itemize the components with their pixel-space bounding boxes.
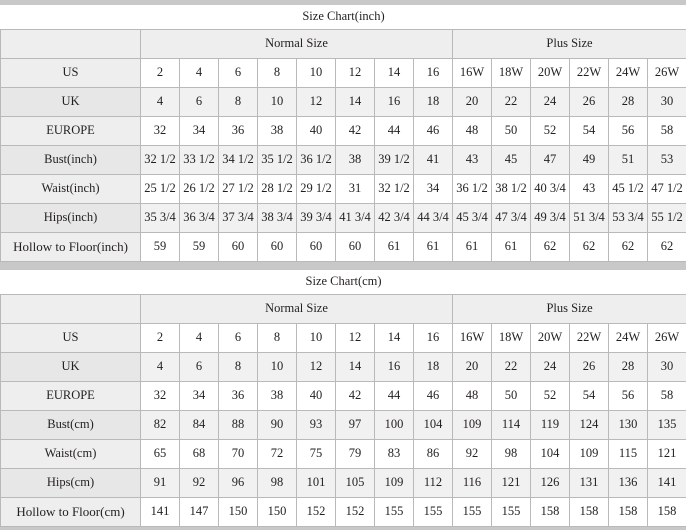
data-cell: 92 <box>453 439 492 468</box>
group-header-blank <box>1 29 141 58</box>
data-cell: 18W <box>492 323 531 352</box>
data-cell: 36 1/2 <box>453 174 492 203</box>
data-cell: 40 <box>297 381 336 410</box>
data-cell: 43 <box>570 174 609 203</box>
data-cell: 97 <box>336 410 375 439</box>
data-cell: 22W <box>570 58 609 87</box>
data-cell: 36 <box>219 116 258 145</box>
data-cell: 34 <box>180 116 219 145</box>
data-cell: 38 1/2 <box>492 174 531 203</box>
data-cell: 158 <box>648 497 686 526</box>
data-cell: 119 <box>531 410 570 439</box>
data-cell: 29 1/2 <box>297 174 336 203</box>
data-cell: 82 <box>141 410 180 439</box>
data-cell: 26 1/2 <box>180 174 219 203</box>
data-cell: 75 <box>297 439 336 468</box>
group-header-cell: Normal Size <box>141 29 453 58</box>
data-cell: 53 <box>648 145 686 174</box>
data-cell: 158 <box>531 497 570 526</box>
data-cell: 50 <box>492 116 531 145</box>
data-cell: 6 <box>180 87 219 116</box>
data-cell: 79 <box>336 439 375 468</box>
data-cell: 40 <box>297 116 336 145</box>
data-cell: 28 1/2 <box>258 174 297 203</box>
data-cell: 4 <box>180 58 219 87</box>
data-cell: 155 <box>453 497 492 526</box>
row-label: Hips(cm) <box>1 468 141 497</box>
data-cell: 61 <box>492 232 531 261</box>
table-body-inch <box>1 5 686 262</box>
data-cell: 38 3/4 <box>258 203 297 232</box>
table-row <box>1 232 686 261</box>
data-cell: 48 <box>453 381 492 410</box>
data-cell: 32 1/2 <box>141 145 180 174</box>
table-row <box>1 145 686 174</box>
data-cell: 62 <box>570 232 609 261</box>
table-body-cm <box>1 270 686 527</box>
data-cell: 61 <box>375 232 414 261</box>
data-cell: 100 <box>375 410 414 439</box>
data-cell: 41 <box>414 145 453 174</box>
group-header-row <box>1 29 686 58</box>
table-row <box>1 439 686 468</box>
table-row <box>1 116 686 145</box>
data-cell: 26W <box>648 323 686 352</box>
data-cell: 56 <box>609 116 648 145</box>
data-cell: 34 1/2 <box>219 145 258 174</box>
data-cell: 6 <box>180 352 219 381</box>
data-cell: 47 <box>531 145 570 174</box>
data-cell: 65 <box>141 439 180 468</box>
data-cell: 18W <box>492 58 531 87</box>
group-header-cell: Plus Size <box>453 294 686 323</box>
data-cell: 147 <box>180 497 219 526</box>
data-cell: 43 <box>453 145 492 174</box>
data-cell: 72 <box>258 439 297 468</box>
row-label: US <box>1 323 141 352</box>
data-cell: 38 <box>258 116 297 145</box>
table-row <box>1 381 686 410</box>
chart-title: Size Chart(cm) <box>1 270 686 295</box>
data-cell: 18 <box>414 87 453 116</box>
data-cell: 51 <box>609 145 648 174</box>
data-cell: 109 <box>453 410 492 439</box>
table-row <box>1 174 686 203</box>
data-cell: 39 3/4 <box>297 203 336 232</box>
data-cell: 37 3/4 <box>219 203 258 232</box>
data-cell: 22 <box>492 352 531 381</box>
data-cell: 14 <box>336 352 375 381</box>
size-table-inch <box>0 5 686 262</box>
data-cell: 62 <box>648 232 686 261</box>
data-cell: 152 <box>336 497 375 526</box>
data-cell: 155 <box>492 497 531 526</box>
data-cell: 47 1/2 <box>648 174 686 203</box>
row-label: US <box>1 58 141 87</box>
data-cell: 45 1/2 <box>609 174 648 203</box>
data-cell: 124 <box>570 410 609 439</box>
data-cell: 60 <box>258 232 297 261</box>
data-cell: 60 <box>219 232 258 261</box>
row-label: EUROPE <box>1 381 141 410</box>
data-cell: 49 <box>570 145 609 174</box>
data-cell: 20W <box>531 58 570 87</box>
data-cell: 152 <box>297 497 336 526</box>
row-label: Bust(cm) <box>1 410 141 439</box>
data-cell: 104 <box>414 410 453 439</box>
data-cell: 112 <box>414 468 453 497</box>
data-cell: 35 3/4 <box>141 203 180 232</box>
row-label: Hollow to Floor(cm) <box>1 497 141 526</box>
data-cell: 12 <box>336 323 375 352</box>
data-cell: 45 <box>492 145 531 174</box>
data-cell: 115 <box>609 439 648 468</box>
data-cell: 25 1/2 <box>141 174 180 203</box>
data-cell: 158 <box>609 497 648 526</box>
table-row <box>1 323 686 352</box>
data-cell: 26W <box>648 58 686 87</box>
data-cell: 14 <box>375 58 414 87</box>
data-cell: 62 <box>609 232 648 261</box>
data-cell: 24 <box>531 352 570 381</box>
data-cell: 60 <box>297 232 336 261</box>
data-cell: 126 <box>531 468 570 497</box>
data-cell: 98 <box>258 468 297 497</box>
data-cell: 54 <box>570 381 609 410</box>
data-cell: 61 <box>453 232 492 261</box>
data-cell: 6 <box>219 58 258 87</box>
data-cell: 88 <box>219 410 258 439</box>
data-cell: 59 <box>180 232 219 261</box>
data-cell: 10 <box>297 58 336 87</box>
data-cell: 8 <box>219 352 258 381</box>
row-label: Hollow to Floor(inch) <box>1 232 141 261</box>
data-cell: 16 <box>375 352 414 381</box>
data-cell: 58 <box>648 381 686 410</box>
data-cell: 20 <box>453 87 492 116</box>
data-cell: 116 <box>453 468 492 497</box>
data-cell: 10 <box>297 323 336 352</box>
data-cell: 150 <box>219 497 258 526</box>
data-cell: 86 <box>414 439 453 468</box>
chart-title: Size Chart(inch) <box>1 5 686 30</box>
row-label: Bust(inch) <box>1 145 141 174</box>
data-cell: 41 3/4 <box>336 203 375 232</box>
data-cell: 32 1/2 <box>375 174 414 203</box>
group-header-blank <box>1 294 141 323</box>
data-cell: 18 <box>414 352 453 381</box>
data-cell: 31 <box>336 174 375 203</box>
data-cell: 14 <box>336 87 375 116</box>
data-cell: 52 <box>531 116 570 145</box>
data-cell: 141 <box>141 497 180 526</box>
data-cell: 12 <box>336 58 375 87</box>
title-row <box>1 5 686 30</box>
data-cell: 26 <box>570 352 609 381</box>
data-cell: 22W <box>570 323 609 352</box>
data-cell: 35 1/2 <box>258 145 297 174</box>
data-cell: 12 <box>297 87 336 116</box>
data-cell: 121 <box>492 468 531 497</box>
data-cell: 93 <box>297 410 336 439</box>
data-cell: 68 <box>180 439 219 468</box>
table-row <box>1 410 686 439</box>
data-cell: 8 <box>258 58 297 87</box>
data-cell: 98 <box>492 439 531 468</box>
group-header-row <box>1 294 686 323</box>
data-cell: 42 <box>336 381 375 410</box>
data-cell: 32 <box>141 116 180 145</box>
data-cell: 91 <box>141 468 180 497</box>
data-cell: 49 3/4 <box>531 203 570 232</box>
data-cell: 42 <box>336 116 375 145</box>
data-cell: 4 <box>141 352 180 381</box>
data-cell: 14 <box>375 323 414 352</box>
data-cell: 36 <box>219 381 258 410</box>
data-cell: 24W <box>609 58 648 87</box>
data-cell: 44 3/4 <box>414 203 453 232</box>
data-cell: 60 <box>336 232 375 261</box>
data-cell: 36 1/2 <box>297 145 336 174</box>
data-cell: 47 3/4 <box>492 203 531 232</box>
data-cell: 16 <box>414 323 453 352</box>
data-cell: 6 <box>219 323 258 352</box>
data-cell: 109 <box>570 439 609 468</box>
row-label: EUROPE <box>1 116 141 145</box>
data-cell: 131 <box>570 468 609 497</box>
table-row <box>1 87 686 116</box>
data-cell: 42 3/4 <box>375 203 414 232</box>
data-cell: 34 <box>414 174 453 203</box>
data-cell: 36 3/4 <box>180 203 219 232</box>
data-cell: 53 3/4 <box>609 203 648 232</box>
data-cell: 38 <box>258 381 297 410</box>
data-cell: 158 <box>570 497 609 526</box>
data-cell: 61 <box>414 232 453 261</box>
size-chart-cm <box>0 270 686 527</box>
data-cell: 62 <box>531 232 570 261</box>
data-cell: 155 <box>375 497 414 526</box>
chart-separator <box>0 262 686 270</box>
data-cell: 96 <box>219 468 258 497</box>
data-cell: 40 3/4 <box>531 174 570 203</box>
data-cell: 70 <box>219 439 258 468</box>
data-cell: 12 <box>297 352 336 381</box>
data-cell: 141 <box>648 468 686 497</box>
data-cell: 38 <box>336 145 375 174</box>
row-label: Waist(cm) <box>1 439 141 468</box>
data-cell: 44 <box>375 116 414 145</box>
table-row <box>1 203 686 232</box>
title-row <box>1 270 686 295</box>
data-cell: 135 <box>648 410 686 439</box>
data-cell: 90 <box>258 410 297 439</box>
data-cell: 50 <box>492 381 531 410</box>
data-cell: 136 <box>609 468 648 497</box>
data-cell: 10 <box>258 352 297 381</box>
data-cell: 105 <box>336 468 375 497</box>
data-cell: 2 <box>141 323 180 352</box>
data-cell: 16 <box>414 58 453 87</box>
data-cell: 33 1/2 <box>180 145 219 174</box>
table-row <box>1 58 686 87</box>
row-label: Waist(inch) <box>1 174 141 203</box>
data-cell: 8 <box>219 87 258 116</box>
data-cell: 28 <box>609 352 648 381</box>
data-cell: 20W <box>531 323 570 352</box>
data-cell: 16W <box>453 58 492 87</box>
data-cell: 56 <box>609 381 648 410</box>
row-label: UK <box>1 87 141 116</box>
group-header-cell: Plus Size <box>453 29 686 58</box>
data-cell: 32 <box>141 381 180 410</box>
data-cell: 51 3/4 <box>570 203 609 232</box>
data-cell: 59 <box>141 232 180 261</box>
group-header-cell: Normal Size <box>141 294 453 323</box>
data-cell: 92 <box>180 468 219 497</box>
row-label: Hips(inch) <box>1 203 141 232</box>
data-cell: 130 <box>609 410 648 439</box>
data-cell: 58 <box>648 116 686 145</box>
data-cell: 45 3/4 <box>453 203 492 232</box>
data-cell: 44 <box>375 381 414 410</box>
data-cell: 26 <box>570 87 609 116</box>
data-cell: 10 <box>258 87 297 116</box>
data-cell: 16W <box>453 323 492 352</box>
size-table-cm <box>0 270 686 527</box>
data-cell: 39 1/2 <box>375 145 414 174</box>
row-label: UK <box>1 352 141 381</box>
data-cell: 34 <box>180 381 219 410</box>
data-cell: 84 <box>180 410 219 439</box>
data-cell: 48 <box>453 116 492 145</box>
data-cell: 8 <box>258 323 297 352</box>
data-cell: 54 <box>570 116 609 145</box>
data-cell: 114 <box>492 410 531 439</box>
data-cell: 52 <box>531 381 570 410</box>
data-cell: 150 <box>258 497 297 526</box>
data-cell: 20 <box>453 352 492 381</box>
data-cell: 46 <box>414 381 453 410</box>
data-cell: 2 <box>141 58 180 87</box>
data-cell: 104 <box>531 439 570 468</box>
data-cell: 55 1/2 <box>648 203 686 232</box>
table-row <box>1 468 686 497</box>
data-cell: 30 <box>648 352 686 381</box>
data-cell: 28 <box>609 87 648 116</box>
table-row <box>1 497 686 526</box>
data-cell: 24 <box>531 87 570 116</box>
data-cell: 30 <box>648 87 686 116</box>
data-cell: 22 <box>492 87 531 116</box>
data-cell: 83 <box>375 439 414 468</box>
data-cell: 24W <box>609 323 648 352</box>
data-cell: 155 <box>414 497 453 526</box>
data-cell: 4 <box>180 323 219 352</box>
data-cell: 46 <box>414 116 453 145</box>
size-chart-inch <box>0 5 686 262</box>
data-cell: 27 1/2 <box>219 174 258 203</box>
data-cell: 4 <box>141 87 180 116</box>
data-cell: 101 <box>297 468 336 497</box>
data-cell: 121 <box>648 439 686 468</box>
data-cell: 109 <box>375 468 414 497</box>
table-row <box>1 352 686 381</box>
data-cell: 16 <box>375 87 414 116</box>
